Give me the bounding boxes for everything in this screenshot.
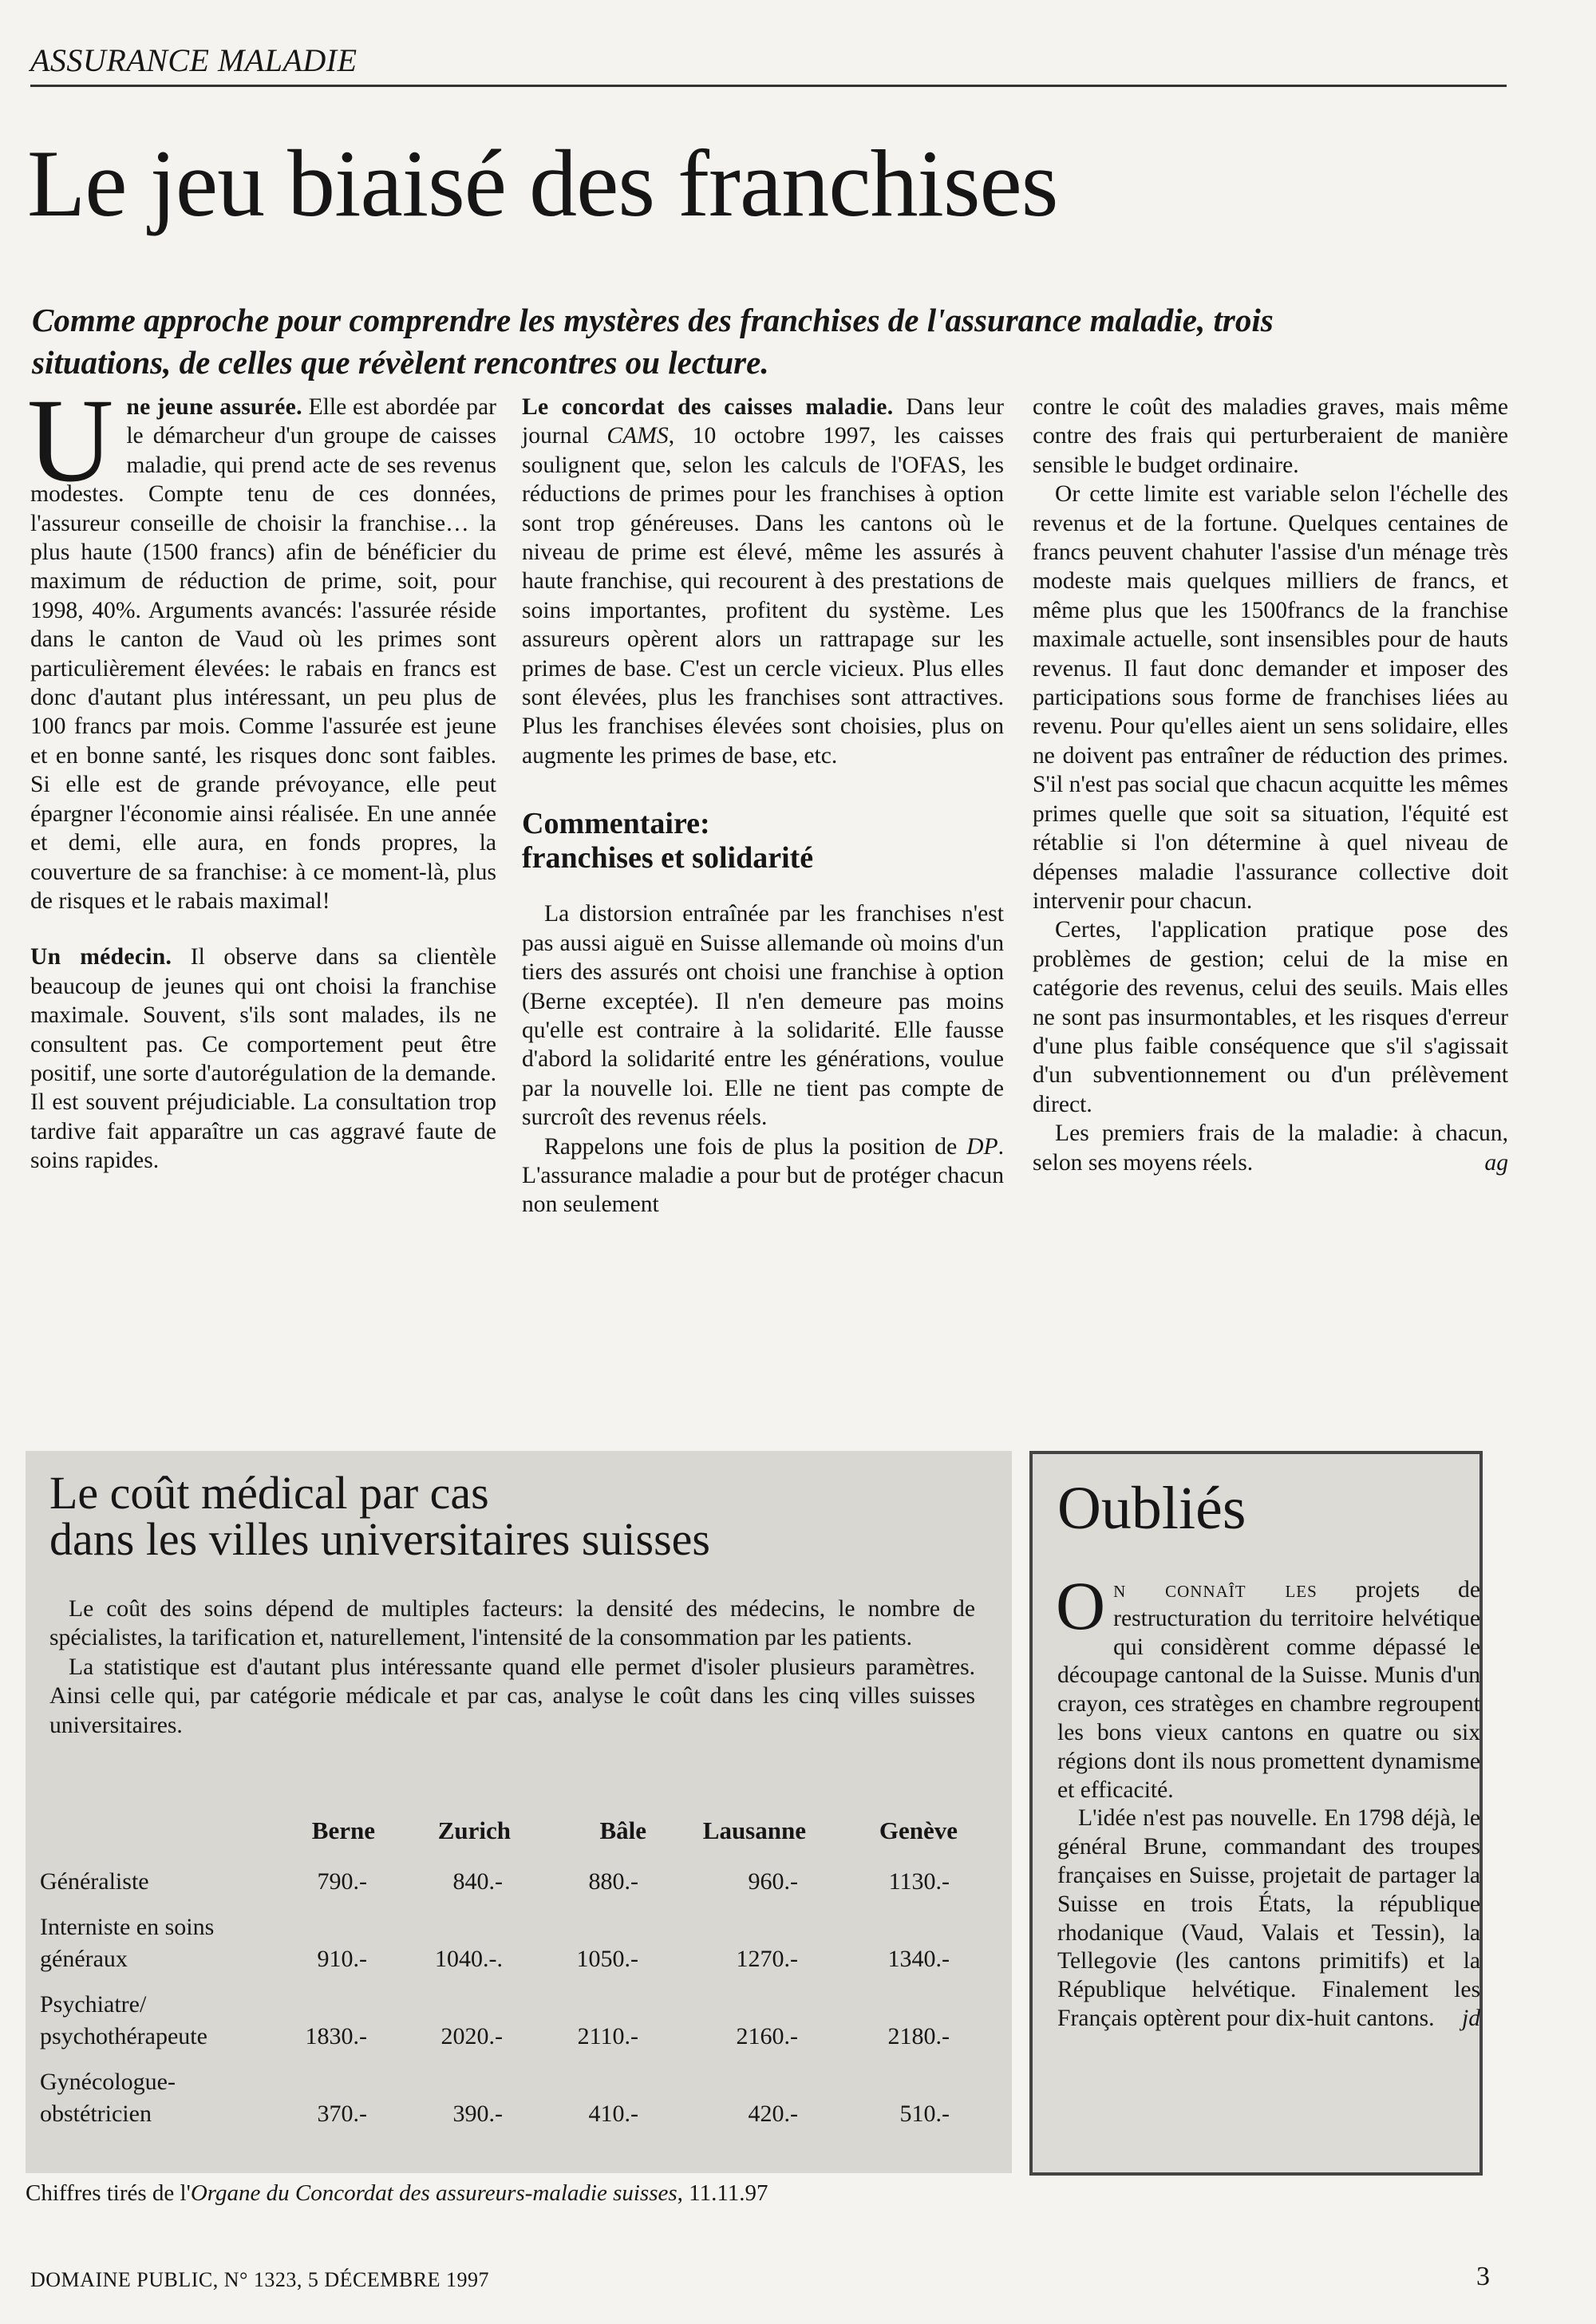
oublies-paragraph <box>1057 1804 1480 2033</box>
paragraph-concordat <box>522 393 1004 770</box>
paragraph-conclusion <box>1033 1119 1508 1177</box>
cost-box-paragraph: La statistique est d'autant plus intéressante quand elle permet d'isoler plusieurs paramètres. Ainsi celle qui, par catégorie médicale et par cas, analyse le coût dans les cinq villes suisses universitaires. <box>49 1654 975 1738</box>
subheading <box>522 807 1004 875</box>
cost-cell: 2110.- <box>577 2023 638 2049</box>
cost-cell: 2160.- <box>736 2023 798 2049</box>
cost-cell: 370.- <box>317 2101 367 2127</box>
paragraph-rappelons <box>522 1132 1004 1219</box>
table-column-header: Zurich <box>437 1816 511 1844</box>
journal-name: CAMS <box>606 423 669 449</box>
cost-cell: 840.- <box>452 1868 503 1895</box>
table-source <box>26 2180 768 2207</box>
article-column-3 <box>1033 393 1508 1177</box>
small-caps-opening: n connaît les <box>1113 1577 1317 1603</box>
paragraph-text: Rappelons une fois de plus la position de <box>544 1133 967 1160</box>
paragraph-certes: Certes, l'application pratique pose des problèmes de gestion; celui de la mise en catégorie des revenus, celui des seuils. Mais elles ne sont pas insurmontables, et les risques d'erreur d'une plus faible conséquence que s'il s'agissait d'un subventionnement ou d'un prélèvement direct. <box>1033 917 1508 1117</box>
author-signature: ag <box>1484 1149 1508 1176</box>
article-column-1 <box>27 374 496 1176</box>
paragraph-text: , 10 octobre 1997, les caisses soulignent que, selon les calculs de l'OFAS, les réductions de primes pour les franchises à option sont trop généreuses. Dans les cantons où le niveau de prime est élevé, même les assurés à haute franchise, qui recourent à des prestations de soins importantes, profitent du système. Les assureurs opèrent alors un rattrapage sur les primes de base. C'est un cercle vicieux. Plus elles sont élevées, plus les franchises sont attractives. Plus les franchises élevées sont choisies, plus on augmente les primes de base, etc. <box>522 423 1004 769</box>
cost-cell: 410.- <box>588 2101 638 2127</box>
row-category: Gynécologue-obstétricien <box>40 2069 176 2127</box>
cost-box-paragraph: Le coût des soins dépend de multiples facteurs: la densité des médecins, le nombre de spécialistes, la tarification et, naturellement, l'intensité de la consommation par les patients. <box>49 1596 975 1651</box>
author-signature: jd <box>1461 2005 1480 2031</box>
cost-cell: 880.- <box>588 1868 638 1895</box>
run-in-heading: Un médecin. <box>30 944 172 970</box>
paragraph-limite: Or cette limite est variable selon l'échelle des revenus et de la fortune. Quelques centaines de francs peuvent chahuter l'assise d'un ménage très modeste mais quelques milliers de francs, et même plus que les 1500francs de la franchise maximale actuelle, sont insensibles pour de hauts revenus. Il faut donc demander et imposer des participations sous forme de franchises liées au revenu. Pour qu'elles aient un sens solidaire, elles ne doivent pas entraîner de réduction des primes. S'il n'est pas social que chacun acquitte les mêmes primes quelle que soit sa situation, l'équité est rétablie si l'on détermine à quel niveau de dépenses maladie l'assurance collective doit intervenir pour chacun. <box>1033 481 1508 914</box>
paragraph-text: L'idée n'est pas nouvelle. En 1798 déjà, le général Brune, commandant des troupes françaises en Suisse, projetait de partager la Suisse en trois États, la république rhodanique (Vaud, Valais et Tessin), la Tellegovie (les cantons primitifs) et la République helvétique. Finalement les Français optèrent pour dix-huit cantons. <box>1057 1805 1480 2031</box>
row-category: Interniste en soins généraux <box>40 1914 215 1972</box>
paragraph-text: Les premiers frais de la maladie: à chacun, selon ses moyens réels. <box>1033 1120 1508 1176</box>
paragraph-text: projets de restructuration du territoire helvétique qui considèrent comme dépassé le découpage cantonal de la Suisse. Munis d'un crayon, ces stratèges en chambre regroupent les bons vieux cantons en quatre ou six régions dont ils nous promettent dynamisme et efficacité. <box>1057 1577 1480 1803</box>
page-number: 3 <box>1476 2262 1490 2291</box>
subheading-line-1: Commentaire: <box>522 807 710 841</box>
article-column-2 <box>522 393 1004 1219</box>
cost-cell: 2180.- <box>887 2023 950 2049</box>
table-row <box>40 1852 982 1898</box>
oublies-paragraph <box>1056 1567 1480 1804</box>
source-date: , 11.11.97 <box>677 2180 768 2206</box>
oublies-title: Oubliés <box>1057 1475 1246 1542</box>
table-row <box>40 1975 982 2053</box>
subheading-line-2: franchises et solidarité <box>522 841 814 875</box>
cost-cell: 1130.- <box>888 1868 950 1895</box>
source-text: Chiffres tirés de l' <box>26 2180 191 2206</box>
cost-cell: 910.- <box>317 1946 367 1972</box>
table-column-header: Lausanne <box>702 1816 806 1844</box>
cost-cell: 1830.- <box>305 2023 367 2049</box>
cost-box-intro <box>49 1595 975 1740</box>
cost-cell: 1270.- <box>736 1946 798 1972</box>
paragraph-text: Elle est abordée par le démarcheur d'un groupe de caisses maladie, qui prend acte de ses revenus modestes. Compte tenu de ces données, l'assureur conseille de choisir la franchise… la plus haute (1500 francs) afin de bénéficier du maximum de réduction de prime, soit, pour 1998, 40%. Arguments avancés: l'assurée réside dans le canton de Vaud où les primes sont particulièrement élevées: le rabais en francs est donc d'autant plus intéressant, un peu plus de 100 francs par mois. Comme l'assurée est jeune et en bonne santé, les risques donc sont faibles. Si elle est de grande prévoyance, elle peut épargner l'économie ainsi réalisée. En une année et demi, elle aura, en fonds propres, la couverture de sa franchise: à ce moment-là, plus de risques et le rabais maximal! <box>30 394 496 914</box>
cost-table <box>40 1810 982 2130</box>
paragraph-distorsion: La distorsion entraînée par les franchises n'est pas aussi aiguë en Suisse allemande où moins d'un tiers des assurés ont choisi une franchise à option (Berne exceptée). Il n'en demeure pas moins qu'elle est contraire à la solidarité. Elle fausse d'abord la solidarité entre les générations, voulue par la nouvelle loi. Elle ne tient pas compte de surcroît des revenus réels. <box>522 901 1004 1131</box>
cost-cell: 1040.-. <box>435 1946 503 1972</box>
publication-name: DP <box>966 1133 998 1160</box>
oublies-text <box>1056 1567 1480 2034</box>
article-lead: Comme approche pour comprendre les mystères des franchises de l'assurance maladie, trois situations, de celles que révèlent rencontres ou lecture. <box>32 302 1274 381</box>
cost-cell: 510.- <box>899 2101 950 2127</box>
cost-cell: 390.- <box>452 2101 503 2127</box>
paragraph-jeune-assuree <box>27 374 496 915</box>
table-corner-header <box>40 1810 279 1852</box>
run-in-heading: ne jeune assurée. <box>126 394 302 420</box>
cost-cell: 1050.- <box>576 1946 638 1972</box>
cost-cell: 2020.- <box>440 2023 503 2049</box>
cost-box-title-line-2: dans les villes universitaires suisses <box>49 1513 711 1565</box>
paragraph-text: Dans leur journal <box>522 394 1004 449</box>
cost-cell: 1340.- <box>887 1946 950 1972</box>
table-row <box>40 1898 982 1975</box>
cost-cell: 420.- <box>748 2101 798 2127</box>
header-rule <box>30 85 1507 87</box>
table-column-header: Berne <box>311 1816 375 1844</box>
source-publication: Organe du Concordat des assureurs-maladie suisses <box>190 2180 678 2206</box>
section-rubric: ASSURANCE MALADIE <box>30 42 358 78</box>
cost-box-title-line-1: Le coût médical par cas <box>49 1467 489 1519</box>
table-body <box>40 1852 982 2130</box>
table-row <box>40 2053 982 2130</box>
drop-cap: O <box>1056 1567 1106 1644</box>
cost-box-title <box>49 1467 967 1565</box>
row-category: Psychiatre/ psychothérapeute <box>40 1991 207 2049</box>
drop-cap: U <box>27 374 114 507</box>
table-header-row <box>40 1810 982 1852</box>
paragraph-text: . L'assurance maladie a pour but de protéger chacun non seulement <box>522 1133 1004 1218</box>
run-in-heading: Le concordat des caisses maladie. <box>522 394 894 420</box>
article-title: Le jeu biaisé des franchises <box>27 130 1058 236</box>
footer-publication: DOMAINE PUBLIC, N° 1323, 5 DÉCEMBRE 1997 <box>30 2268 489 2291</box>
paragraph-text: Il observe dans sa clientèle beaucoup de jeunes qui ont choisi la franchise maximale. Souvent, s'ils sont malades, ils ne consultent pas. Ce comportement peut être positif, une sorte d'autorégulation de la demande. Il est souvent préjudiciable. La consultation trop tardive fait apparaître un cas aggravé faute de soins rapides. <box>30 944 496 1174</box>
cost-cell: 790.- <box>317 1868 367 1895</box>
paragraph-continuation: contre le coût des maladies graves, mais même contre des frais qui perturberaient de manière sensible le budget ordinaire. <box>1033 394 1508 478</box>
row-category: Généraliste <box>40 1868 149 1895</box>
cost-cell: 960.- <box>748 1868 798 1895</box>
paragraph-medecin <box>30 943 496 1175</box>
table-column-header: Bâle <box>599 1816 646 1844</box>
table-column-header: Genève <box>879 1816 958 1844</box>
